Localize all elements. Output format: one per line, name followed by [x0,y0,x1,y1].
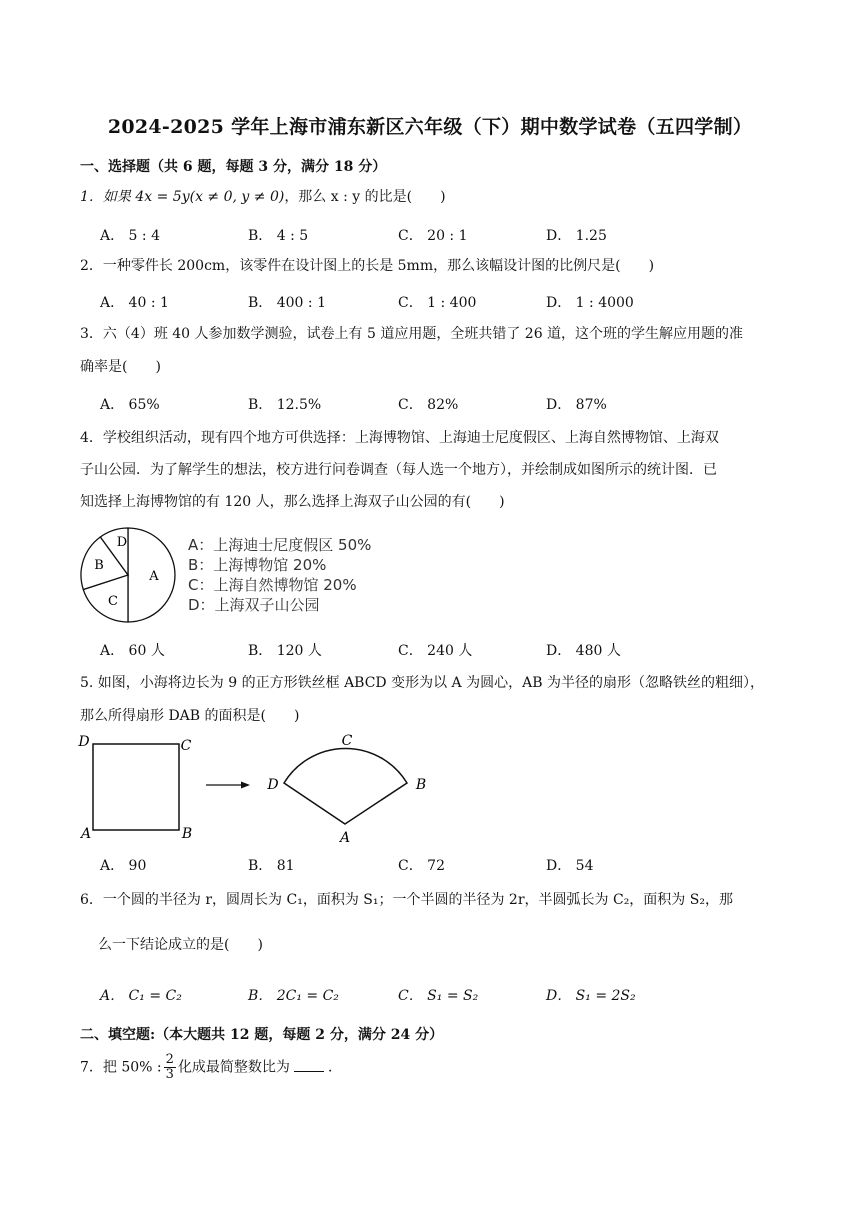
option-a[interactable]: A． C₁ = C₂ [100,988,182,1004]
question-7-fraction [164,1053,176,1082]
option-b[interactable]: B． 12.5% [248,397,322,413]
question-5 [80,672,780,727]
square-to-sector-figure [76,730,436,850]
legend-item-b: B：上海博物馆 20% [188,556,327,574]
square-label-d: D [78,734,90,750]
option-c[interactable]: C． 82% [398,397,459,413]
sector-dab [284,748,407,824]
question-1-text: ，那么 x : y 的比是( ) [284,189,446,205]
square-label-b: B [181,826,193,842]
option-d[interactable]: D． 54 [546,858,594,874]
option-c[interactable]: C． S₁ = S₂ [398,988,479,1004]
pie-legend [188,535,371,615]
pie-slices [81,528,175,622]
option-b[interactable]: B． 81 [248,858,295,874]
square-label-c: C [180,738,192,754]
option-a[interactable]: A． 40 : 1 [100,295,169,311]
option-c[interactable]: C． 1 : 400 [398,295,477,311]
question-3 [80,323,780,378]
sector-label-c: C [341,733,353,749]
pie-label-b: B [94,558,104,573]
option-b[interactable]: B． 400 : 1 [248,295,326,311]
question-6 [80,889,780,956]
pie-label-c: C [108,594,118,609]
option-c[interactable]: C． 72 [398,858,445,874]
arrow-head [241,782,250,789]
option-c[interactable]: C． 20 : 1 [398,228,468,244]
question-7-text-a: 7．把 50% : [80,1059,162,1076]
question-5-line-2: 那么所得扇形 DAB 的面积是( ) [80,708,300,724]
option-d[interactable]: D． 480 人 [546,643,621,659]
legend-item-c: C：上海自然博物馆 20% [188,576,357,594]
question-1 [80,186,780,208]
pie-chart [78,525,178,625]
option-a[interactable]: A． 5 : 4 [100,228,160,244]
square-abcd [93,744,179,830]
question-4-line-3: 知选择上海博物馆的有 120 人，那么选择上海双子山公园的有( ) [80,494,505,510]
pie-label-d: D [116,535,128,550]
option-c[interactable]: C． 240 人 [398,643,473,659]
question-2: 2．一种零件长 200cm，该零件在设计图上的长是 5mm，那么该幅设计图的比例尺是( ) [80,258,655,274]
section-heading-choice: 一、选择题（共 6 题，每题 3 分，满分 18 分） [80,159,387,175]
question-7-text-c: ． [327,1059,342,1076]
legend-item-d: D：上海双子山公园 [188,596,320,614]
question-3-line-1: 3．六（4）班 40 人参加数学测验，试卷上有 5 道应用题，全班共错了 26 道，这个班的学生解应用题的准 [80,326,744,342]
option-b[interactable]: B． 2C₁ = C₂ [248,988,339,1004]
option-d[interactable]: D． 87% [546,397,607,413]
pie-label-a: A [149,569,159,584]
option-a[interactable]: A． 65% [100,397,160,413]
question-7-text-b: 化成最简整数比为 [177,1059,290,1076]
question-3-line-2: 确率是( ) [80,359,161,375]
question-4-line-2: 子山公园．为了解学生的想法，校方进行问卷调查（每人选一个地方），并绘制成如图所示的统计图．已 [80,462,717,478]
question-5-line-1: 5. 如图，小海将边长为 9 的正方形铁丝框 ABCD 变形为以 A 为圆心，AB 为半径的扇形（忽略铁丝的粗细）， [80,675,764,691]
fraction-denominator: 3 [165,1067,174,1082]
section-heading-fill: 二、填空题:（本大题共 12 题，每题 2 分，满分 24 分） [80,1027,444,1043]
question-4 [80,427,780,513]
sector-label-d: D [267,777,279,793]
fraction-numerator: 2 [165,1052,174,1067]
sector-label-a: A [339,830,351,846]
question-4-line-1: 4．学校组织活动，现有四个地方可供选择：上海博物馆、上海迪士尼度假区、上海自然博物馆、上海双 [80,430,719,446]
legend-item-a: A：上海迪士尼度假区 50% [188,536,372,554]
question-1-equation: 1．如果 4x = 5y(x ≠ 0, y ≠ 0) [80,189,285,205]
option-d[interactable]: D． 1 : 4000 [546,295,634,311]
option-b[interactable]: B． 120 人 [248,643,322,659]
option-a[interactable]: A． 60 人 [100,643,165,659]
question-6-line-2: 么一下结论成立的是( ) [98,937,263,953]
option-b[interactable]: B． 4 : 5 [248,228,309,244]
option-a[interactable]: A． 90 [100,858,147,874]
page-title: 2024-2025 学年上海市浦东新区六年级（下）期中数学试卷（五四学制） [107,116,753,138]
option-d[interactable]: D． 1.25 [546,228,607,244]
answer-blank[interactable] [294,1059,324,1072]
question-6-line-1: 6．一个圆的半径为 r，圆周长为 C₁，面积为 S₁；一个半圆的半径为 2r，半圆弧长为 C₂，面积为 S₂，那 [80,892,733,908]
sector-label-b: B [415,777,427,793]
option-d[interactable]: D． S₁ = 2S₂ [546,988,636,1004]
question-7 [80,1053,780,1082]
square-label-a: A [80,826,92,842]
